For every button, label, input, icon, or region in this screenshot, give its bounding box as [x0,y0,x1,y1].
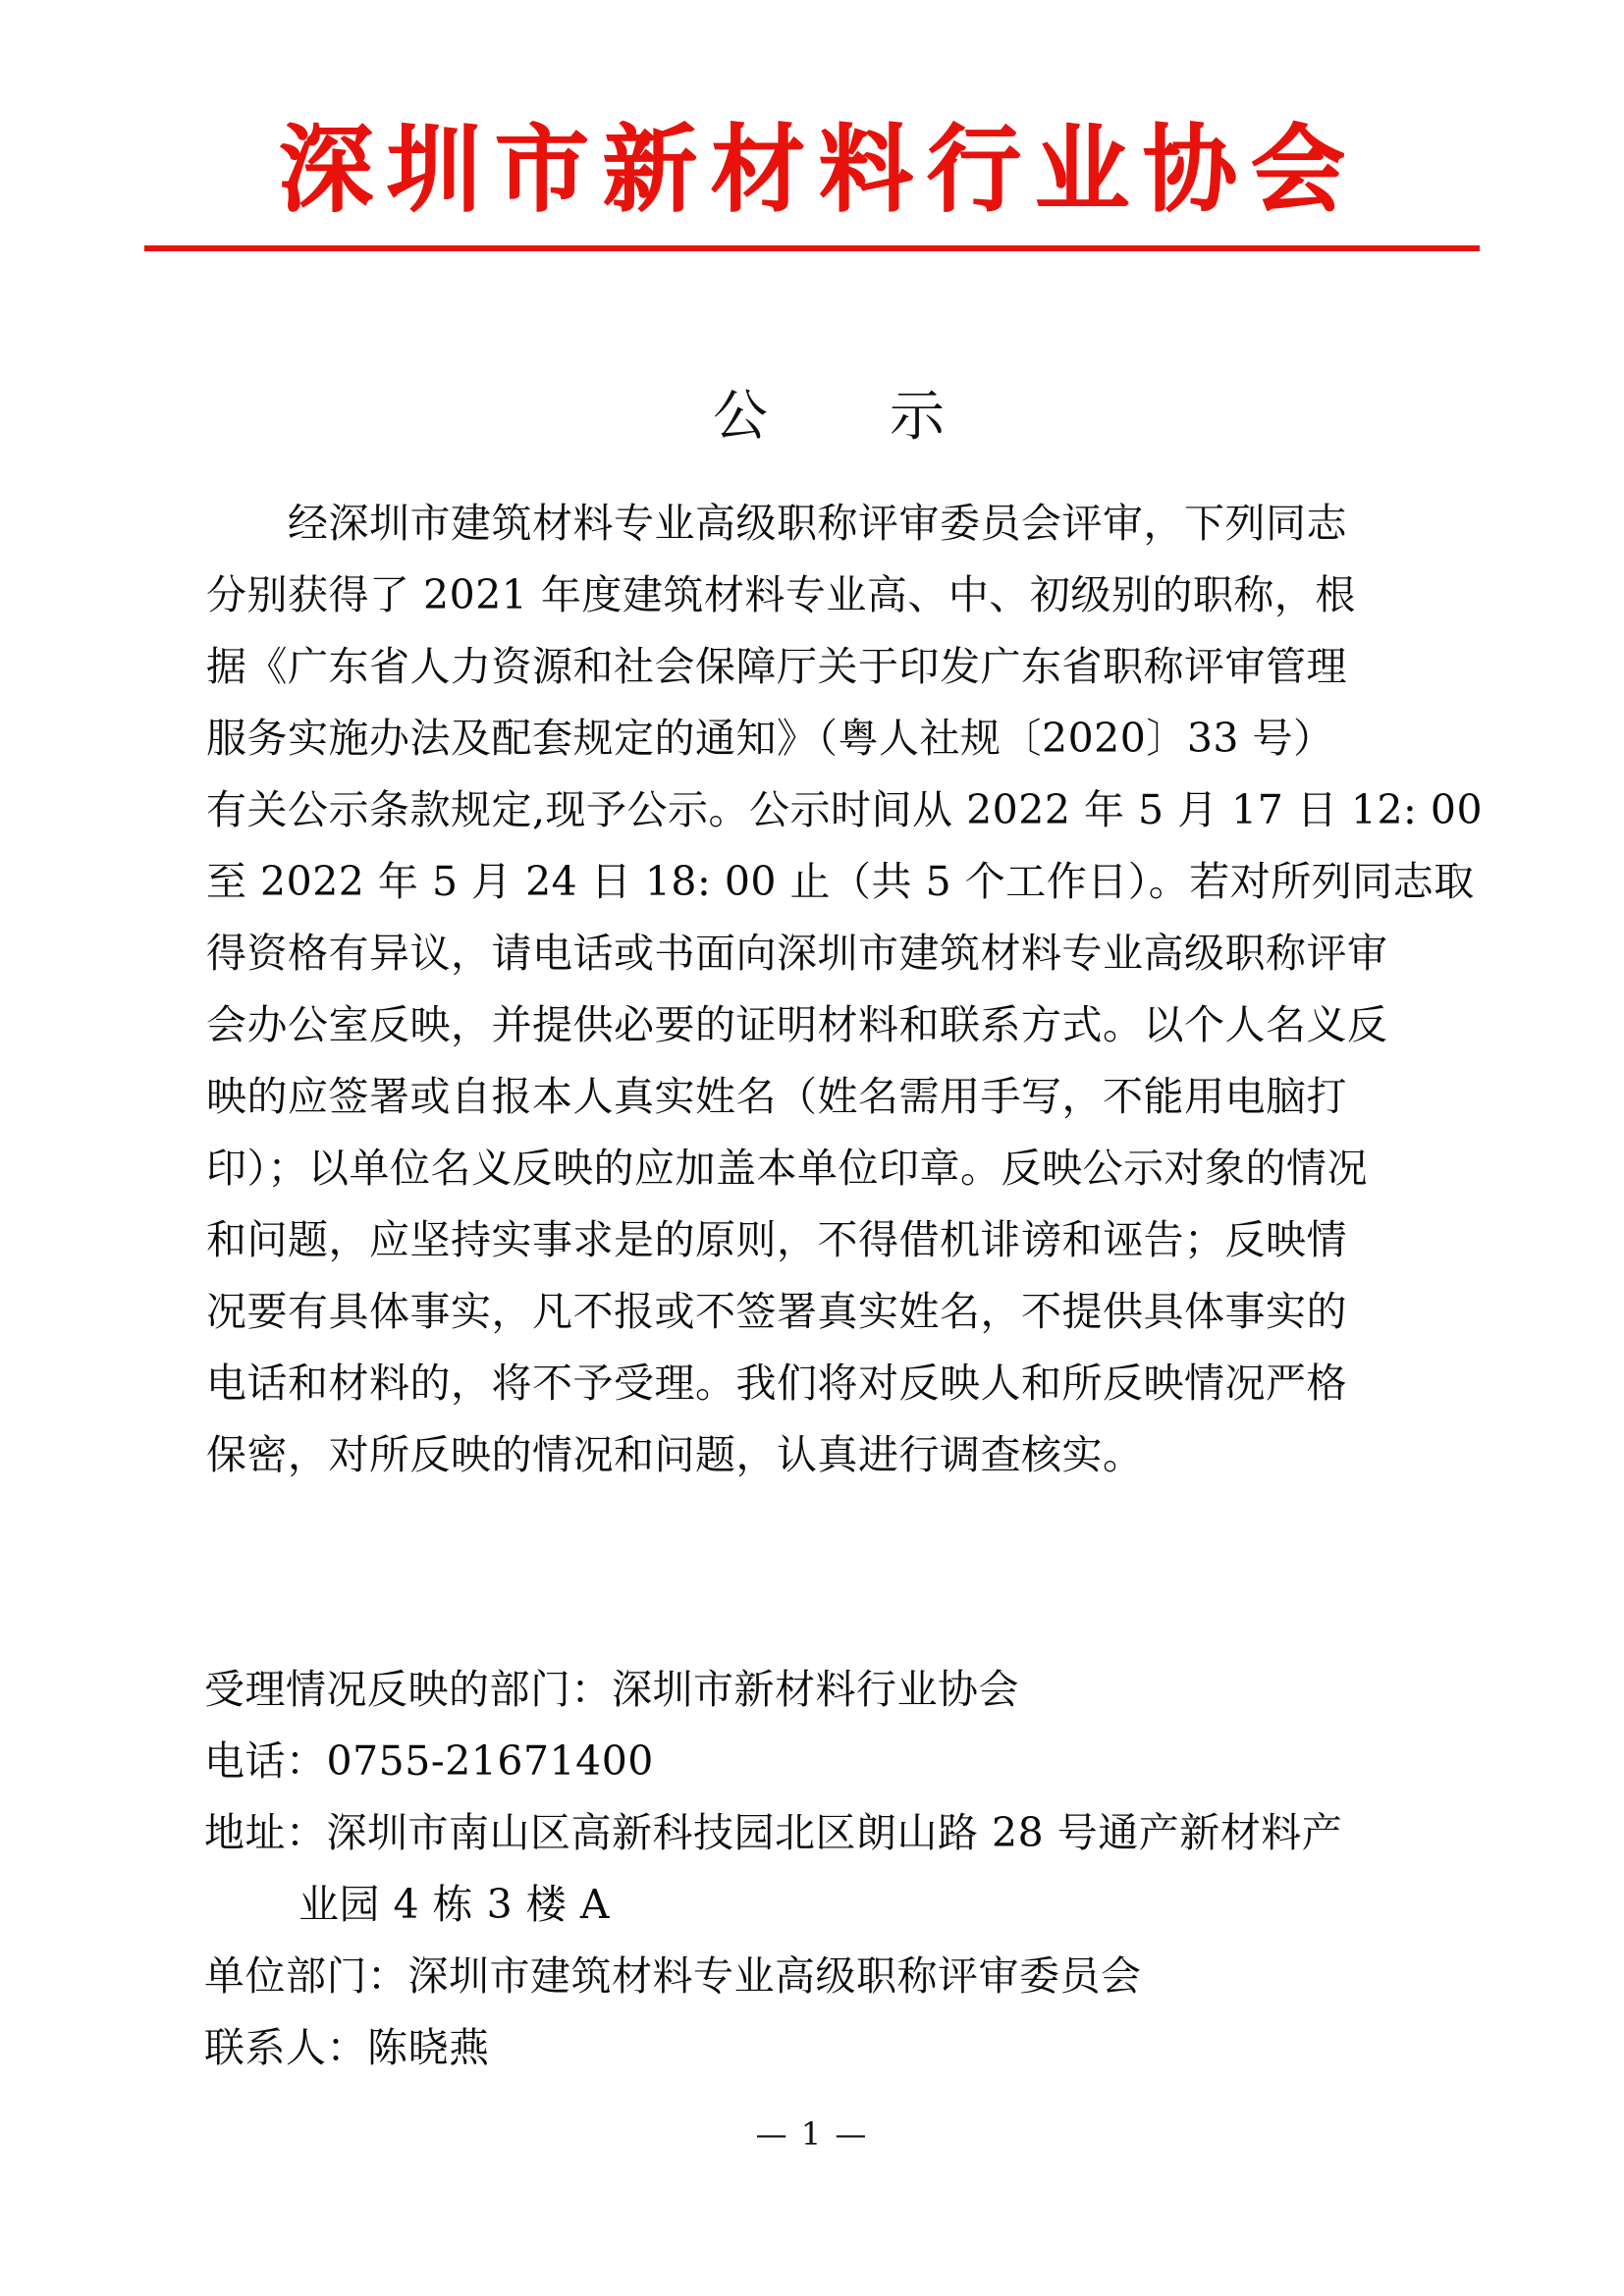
body-line: 映的应签署或自报本人真实姓名（姓名需用手写，不能用电脑打 [206,1073,1347,1120]
body-line: 至 2022 年 5 月 24 日 18: 00 止（共 5 个工作日）。若对所列同志取 [206,858,1475,905]
body-line: 据《广东省人力资源和社会保障厅关于印发广东省职称评审管理 [206,643,1347,690]
body-line: 经深圳市建筑材料专业高级职称评审委员会评审，下列同志 [206,500,1347,547]
contact-person-line: 联系人：陈晓燕 [204,2024,490,2071]
body-line: 和问题，应坚持实事求是的原则，不得借机诽谤和诬告；反映情 [206,1216,1347,1263]
receiving-department-line: 受理情况反映的部门：深圳市新材料行业协会 [204,1666,1019,1713]
body-line: 况要有具体事实，凡不报或不签署真实姓名，不提供具体事实的 [206,1288,1347,1335]
contact-information [204,1654,1461,2084]
body-line: 有关公示条款规定,现予公示。公示时间从 2022 年 5 月 17 日 12: 00 [206,786,1484,833]
body-line: 服务实施办法及配套规定的通知》（粤人社规〔2020〕33 号） [206,715,1334,762]
phone-line: 电话：0755-21671400 [204,1737,654,1785]
document-subtitle: 公 示 [713,385,978,449]
letterhead [0,115,1624,251]
address-line: 地址：深圳市南山区高新科技园北区朗山路 28 号通产新材料产 [204,1809,1343,1856]
body-line: 分别获得了 2021 年度建筑材料专业高、中、初级别的职称，根 [206,571,1356,618]
address-line-continued: 业园 4 栋 3 楼 A [298,1881,610,1928]
body-line: 印）；以单位名义反映的应加盖本单位印章。反映公示对象的情况 [206,1145,1368,1192]
body-line: 得资格有异议，请电话或书面向深圳市建筑材料专业高级职称评审 [206,930,1388,977]
body-line: 电话和材料的，将不予受理。我们将对反映人和所反映情况严格 [206,1360,1347,1407]
announcement-body [206,488,1484,1491]
page-number: — 1 — [755,2115,869,2153]
unit-department-line: 单位部门：深圳市建筑材料专业高级职称评审委员会 [204,1952,1142,2000]
organization-title: 深圳市新材料行业协会 [279,115,1359,225]
body-line: 会办公室反映，并提供必要的证明材料和联系方式。以个人名义反 [206,1001,1388,1048]
body-line: 保密，对所反映的情况和问题，认真进行调查核实。 [206,1431,1144,1478]
letterhead-divider [144,245,1480,251]
